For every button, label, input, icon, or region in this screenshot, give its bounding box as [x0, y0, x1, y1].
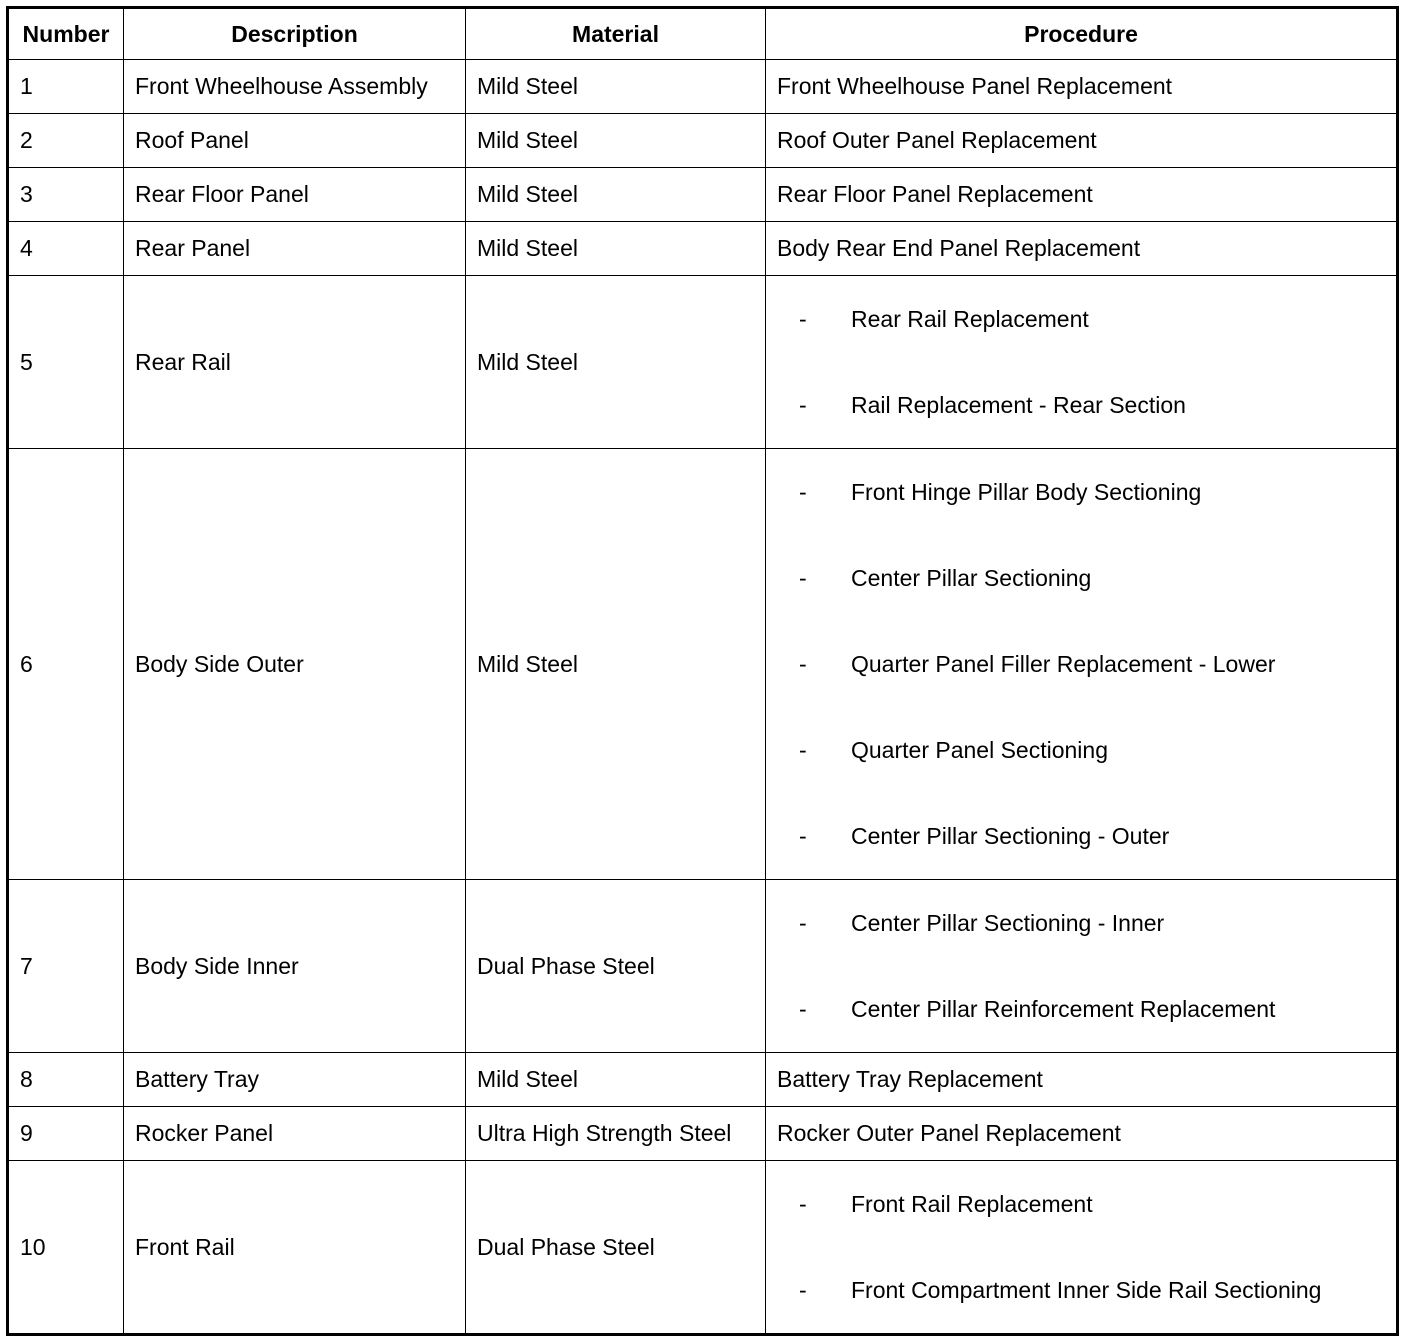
cell-number: 4	[8, 222, 124, 276]
cell-procedure: Rear Floor Panel Replacement	[766, 168, 1398, 222]
bullet-dash: -	[799, 736, 807, 763]
cell-material: Mild Steel	[466, 449, 766, 880]
cell-description: Front Wheelhouse Assembly	[124, 60, 466, 114]
cell-procedure: Rocker Outer Panel Replacement	[766, 1107, 1398, 1161]
cell-procedure-list	[766, 449, 1398, 880]
bullet-dash: -	[799, 305, 807, 332]
cell-procedure: Body Rear End Panel Replacement	[766, 222, 1398, 276]
bullet-dash: -	[799, 564, 807, 591]
cell-procedure: Roof Outer Panel Replacement	[766, 114, 1398, 168]
procedure-text: Front Hinge Pillar Body Sectioning	[851, 478, 1202, 505]
cell-material: Ultra High Strength Steel	[466, 1107, 766, 1161]
table-row	[8, 276, 1398, 449]
bullet-dash: -	[799, 478, 807, 505]
procedure-item	[777, 535, 1396, 621]
cell-procedure: Battery Tray Replacement	[766, 1053, 1398, 1107]
procedure-text: Front Compartment Inner Side Rail Sectioning	[851, 1276, 1322, 1303]
procedure-item	[777, 966, 1396, 1052]
cell-description: Battery Tray	[124, 1053, 466, 1107]
header-number: Number	[8, 8, 124, 60]
procedure-list	[777, 276, 1396, 448]
procedure-text: Center Pillar Sectioning - Outer	[851, 822, 1170, 849]
cell-material: Mild Steel	[466, 1053, 766, 1107]
bullet-dash: -	[799, 650, 807, 677]
cell-material: Mild Steel	[466, 222, 766, 276]
procedure-text: Center Pillar Sectioning - Inner	[851, 909, 1165, 936]
cell-description: Rear Rail	[124, 276, 466, 449]
header-material: Material	[466, 8, 766, 60]
table-row	[8, 449, 1398, 880]
cell-description: Roof Panel	[124, 114, 466, 168]
procedure-item	[777, 793, 1396, 879]
procedure-text: Front Rail Replacement	[851, 1190, 1093, 1217]
cell-number: 2	[8, 114, 124, 168]
table-row	[8, 60, 1398, 114]
cell-number: 6	[8, 449, 124, 880]
cell-material: Mild Steel	[466, 276, 766, 449]
cell-procedure-list	[766, 1161, 1398, 1335]
cell-number: 8	[8, 1053, 124, 1107]
parts-table	[6, 6, 1399, 1336]
cell-material: Mild Steel	[466, 114, 766, 168]
procedure-list	[777, 449, 1396, 879]
bullet-dash: -	[799, 391, 807, 418]
cell-number: 9	[8, 1107, 124, 1161]
procedure-list	[777, 880, 1396, 1052]
cell-description: Body Side Inner	[124, 880, 466, 1053]
cell-number: 7	[8, 880, 124, 1053]
procedure-item	[777, 1247, 1396, 1333]
procedure-item	[777, 621, 1396, 707]
cell-number: 10	[8, 1161, 124, 1335]
cell-description: Body Side Outer	[124, 449, 466, 880]
table-row	[8, 114, 1398, 168]
bullet-dash: -	[799, 1276, 807, 1303]
procedure-text: Rail Replacement - Rear Section	[851, 391, 1186, 418]
bullet-dash: -	[799, 822, 807, 849]
cell-description: Rear Panel	[124, 222, 466, 276]
cell-number: 1	[8, 60, 124, 114]
cell-material: Mild Steel	[466, 168, 766, 222]
cell-description: Rocker Panel	[124, 1107, 466, 1161]
cell-procedure: Front Wheelhouse Panel Replacement	[766, 60, 1398, 114]
table-row	[8, 1107, 1398, 1161]
procedure-list	[777, 1161, 1396, 1333]
table-row	[8, 1161, 1398, 1335]
procedure-text: Quarter Panel Filler Replacement - Lower	[851, 650, 1276, 677]
bullet-dash: -	[799, 909, 807, 936]
table-row	[8, 222, 1398, 276]
procedure-item	[777, 276, 1396, 362]
procedure-item	[777, 707, 1396, 793]
procedure-text: Center Pillar Sectioning	[851, 564, 1092, 591]
header-procedure: Procedure	[766, 8, 1398, 60]
cell-number: 3	[8, 168, 124, 222]
cell-material: Mild Steel	[466, 60, 766, 114]
procedure-item	[777, 880, 1396, 966]
cell-description: Front Rail	[124, 1161, 466, 1335]
procedure-item	[777, 449, 1396, 535]
procedure-text: Rear Rail Replacement	[851, 305, 1089, 332]
cell-number: 5	[8, 276, 124, 449]
header-description: Description	[124, 8, 466, 60]
table-row	[8, 168, 1398, 222]
cell-material: Dual Phase Steel	[466, 880, 766, 1053]
table-row	[8, 1053, 1398, 1107]
header-row	[8, 8, 1398, 60]
cell-procedure-list	[766, 276, 1398, 449]
procedure-text: Center Pillar Reinforcement Replacement	[851, 995, 1276, 1022]
cell-description: Rear Floor Panel	[124, 168, 466, 222]
cell-procedure-list	[766, 880, 1398, 1053]
procedure-item	[777, 362, 1396, 448]
procedure-item	[777, 1161, 1396, 1247]
procedure-text: Quarter Panel Sectioning	[851, 736, 1108, 763]
bullet-dash: -	[799, 995, 807, 1022]
bullet-dash: -	[799, 1190, 807, 1217]
cell-material: Dual Phase Steel	[466, 1161, 766, 1335]
table-row	[8, 880, 1398, 1053]
